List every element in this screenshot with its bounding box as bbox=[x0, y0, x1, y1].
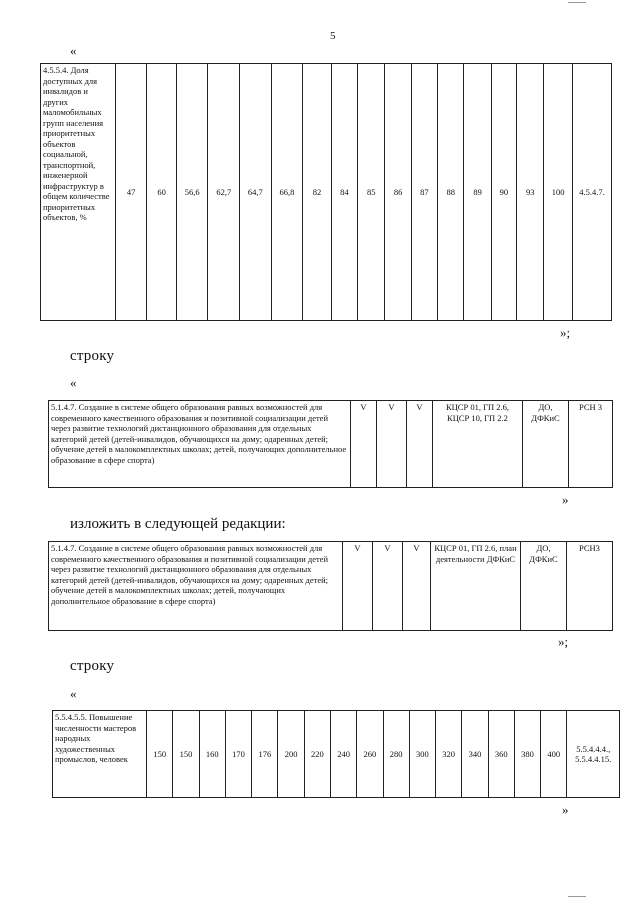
quote-open: « bbox=[70, 43, 77, 58]
mark-cell: V bbox=[403, 542, 431, 631]
value-cell: 64,7 bbox=[240, 64, 272, 321]
word-stroku: строку bbox=[70, 348, 115, 364]
value-cell: 170 bbox=[225, 711, 251, 798]
reference-cell: 4.5.4.7. bbox=[572, 64, 611, 321]
mark-cell: V bbox=[373, 542, 403, 631]
table-row bbox=[49, 542, 613, 631]
value-cell: 60 bbox=[147, 64, 176, 321]
code-cell: РСН 3 bbox=[569, 401, 613, 488]
value-cell: 150 bbox=[173, 711, 199, 798]
mark-cell: V bbox=[407, 401, 433, 488]
mark-cell: V bbox=[377, 401, 407, 488]
value-cell: 85 bbox=[358, 64, 385, 321]
value-cell: 100 bbox=[544, 64, 572, 321]
value-cell: 400 bbox=[541, 711, 567, 798]
table-activity-old bbox=[48, 400, 613, 488]
table-indicator-4-5-5-4 bbox=[40, 63, 612, 321]
value-cell: 340 bbox=[462, 711, 488, 798]
value-cell: 300 bbox=[409, 711, 435, 798]
table-activity-new bbox=[48, 541, 613, 631]
value-cell: 82 bbox=[303, 64, 331, 321]
table-row bbox=[49, 401, 613, 488]
quote-open: « bbox=[70, 686, 77, 701]
value-cell: 56,6 bbox=[176, 64, 208, 321]
quote-close: »; bbox=[560, 325, 571, 340]
value-cell: 320 bbox=[436, 711, 462, 798]
quote-close: » bbox=[562, 802, 569, 817]
scan-artifact bbox=[568, 896, 586, 897]
executor-cell: ДО, ДФКиС bbox=[521, 542, 567, 631]
value-cell: 380 bbox=[514, 711, 540, 798]
reference-cell: 5.5.4.4.4., 5.5.4.4.15. bbox=[567, 711, 620, 798]
value-cell: 260 bbox=[357, 711, 383, 798]
funding-source-cell: КЦСР 01, ГП 2.6, КЦСР 10, ГП 2.2 bbox=[433, 401, 523, 488]
mark-cell: V bbox=[343, 542, 373, 631]
value-cell: 62,7 bbox=[208, 64, 240, 321]
activity-label: 5.1.4.7. Создание в системе общего образования равных возможностей для современного качественного образования и позитивной социализации детей через развитие технологий дистанционного образования для отдельных категорий детей (детей-инвалидов, обучающихся на дому; одаренных детей; обучение детей в малокомплектных школах; детей, получающих дополнительное образование в сфере спорта) bbox=[49, 401, 351, 488]
page-number: 5 bbox=[330, 30, 336, 42]
value-cell: 90 bbox=[491, 64, 516, 321]
value-cell: 86 bbox=[385, 64, 411, 321]
value-cell: 220 bbox=[304, 711, 330, 798]
activity-label: 5.1.4.7. Создание в системе общего образования равных возможностей для современного качественного образования и позитивной социализации детей через развитие технологий дистанционного образования для отдельных категорий детей (детей-инвалидов, обучающихся на дому; одаренных детей; обучение детей в малокомплектных школах; детей, получающих дополнительное образование в сфере спорта) bbox=[49, 542, 343, 631]
value-cell: 93 bbox=[517, 64, 544, 321]
value-cell: 200 bbox=[278, 711, 304, 798]
mark-cell: V bbox=[351, 401, 377, 488]
quote-close: »; bbox=[558, 634, 569, 649]
code-cell: РСН3 bbox=[567, 542, 613, 631]
value-cell: 240 bbox=[330, 711, 356, 798]
table-row bbox=[53, 711, 620, 798]
value-cell: 176 bbox=[252, 711, 278, 798]
value-cell: 88 bbox=[438, 64, 464, 321]
value-cell: 84 bbox=[331, 64, 357, 321]
value-cell: 87 bbox=[411, 64, 437, 321]
value-cell: 47 bbox=[115, 64, 147, 321]
word-stroku: строку bbox=[70, 658, 115, 674]
heading-new-edition: изложить в следующей редакции: bbox=[70, 516, 286, 532]
value-cell: 360 bbox=[488, 711, 514, 798]
table-indicator-5-5-4-5-5 bbox=[52, 710, 620, 798]
value-cell: 160 bbox=[199, 711, 225, 798]
scan-artifact bbox=[568, 2, 586, 3]
value-cell: 150 bbox=[147, 711, 173, 798]
value-cell: 280 bbox=[383, 711, 409, 798]
indicator-label: 5.5.4.5.5. Повышение численности мастеров народных художественных промыслов, человек bbox=[53, 711, 147, 798]
quote-open: « bbox=[70, 375, 77, 390]
value-cell: 66,8 bbox=[271, 64, 303, 321]
executor-cell: ДО, ДФКиС bbox=[523, 401, 569, 488]
value-cell: 89 bbox=[464, 64, 491, 321]
indicator-label: 4.5.5.4. Доля доступных для инвалидов и других маломобильных групп населения приоритетных объектов социальной, транспортной, инженерной инфраструктур в общем количестве приоритетных объектов, % bbox=[41, 64, 116, 321]
quote-close: » bbox=[562, 492, 569, 507]
funding-source-cell: КЦСР 01, ГП 2.6, план деятельности ДФКиС bbox=[431, 542, 521, 631]
table-row bbox=[41, 64, 612, 321]
